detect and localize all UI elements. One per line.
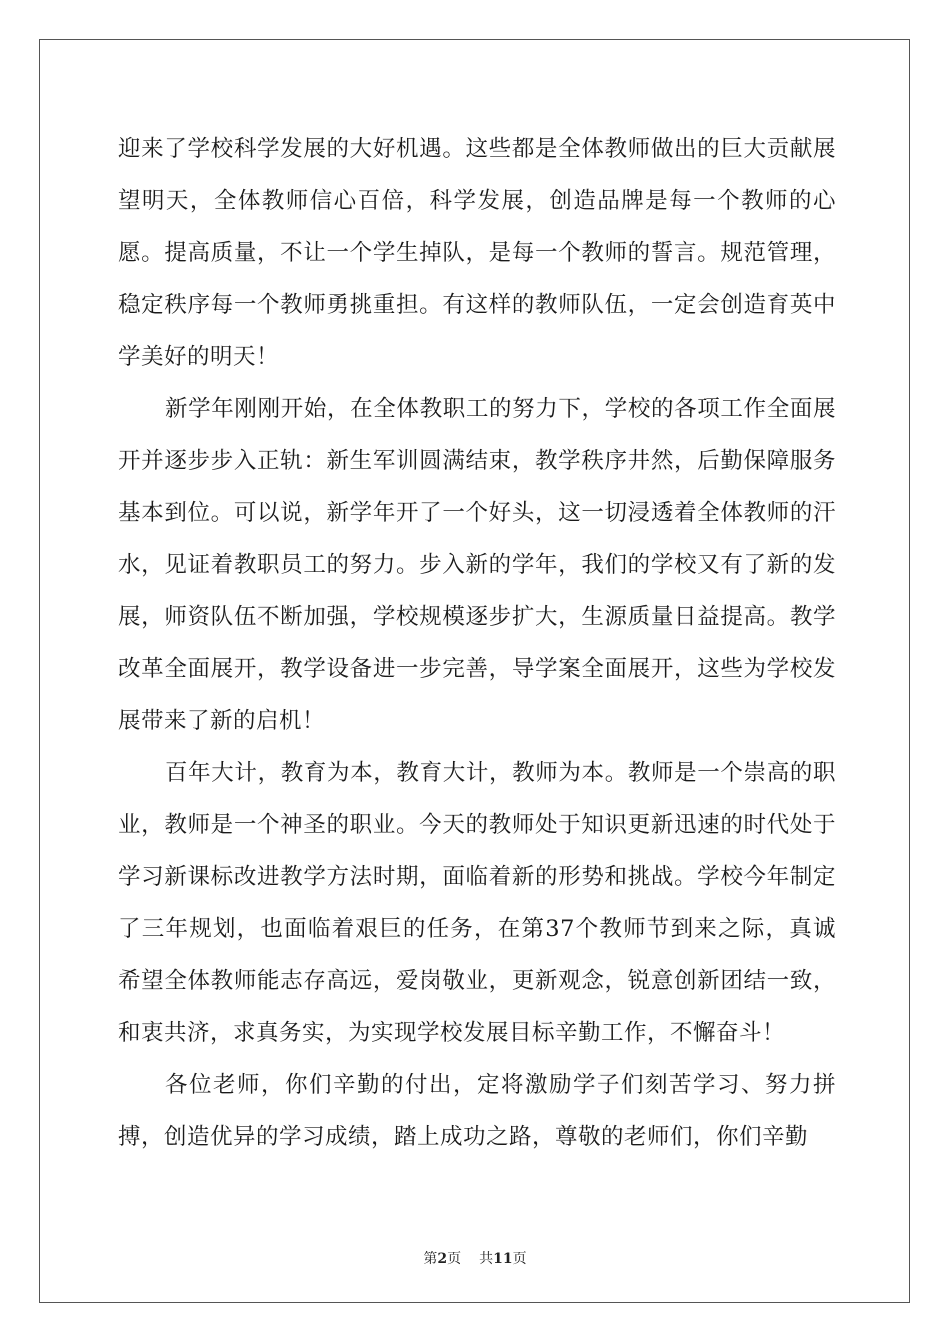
total-suffix: 页 <box>512 1251 527 1267</box>
page-number: 2 <box>437 1251 448 1267</box>
total-pages: 11 <box>493 1251 513 1267</box>
page-suffix: 页 <box>447 1251 462 1267</box>
page-footer <box>0 1248 950 1268</box>
paragraph-3: 百年大计，教育为本，教育大计，教师为本。教师是一个崇高的职业，教师是一个神圣的职业。今天的教师处于知识更新迅速的时代处于学习新课标改进教学方法时期，面临着新的形势和挑战。学校今年制定了三年规划，也面临着艰巨的任务，在第37个教师节到来之际，真诚希望全体教师能志存高远，爱岗敬业，更新观念，锐意创新团结一致，和衷共济，求真务实，为实现学校发展目标辛勤工作，不懈奋斗！ <box>118 760 836 1046</box>
document-body <box>118 123 836 1163</box>
paragraph-1: 迎来了学校科学发展的大好机遇。这些都是全体教师做出的巨大贡献展望明天，全体教师信心百倍，科学发展，创造品牌是每一个教师的心愿。提高质量，不让一个学生掉队，是每一个教师的誓言。规范管理，稳定秩序每一个教师勇挑重担。有这样的教师队伍，一定会创造育英中学美好的明天！ <box>118 136 836 370</box>
paragraph-2: 新学年刚刚开始，在全体教职工的努力下，学校的各项工作全面展开并逐步步入正轨：新生军训圆满结束，教学秩序井然，后勤保障服务基本到位。可以说，新学年开了一个好头，这一切浸透着全体教师的汗水，见证着教职员工的努力。步入新的学年，我们的学校又有了新的发展，师资队伍不断加强，学校规模逐步扩大，生源质量日益提高。教学改革全面展开，教学设备进一步完善，导学案全面展开，这些为学校发展带来了新的启机！ <box>118 396 836 734</box>
total-prefix: 共 <box>479 1251 494 1267</box>
paragraph-4: 各位老师，你们辛勤的付出，定将激励学子们刻苦学习、努力拼搏，创造优异的学习成绩，踏上成功之路，尊敬的老师们，你们辛勤 <box>118 1072 836 1150</box>
page-prefix: 第 <box>423 1251 438 1267</box>
